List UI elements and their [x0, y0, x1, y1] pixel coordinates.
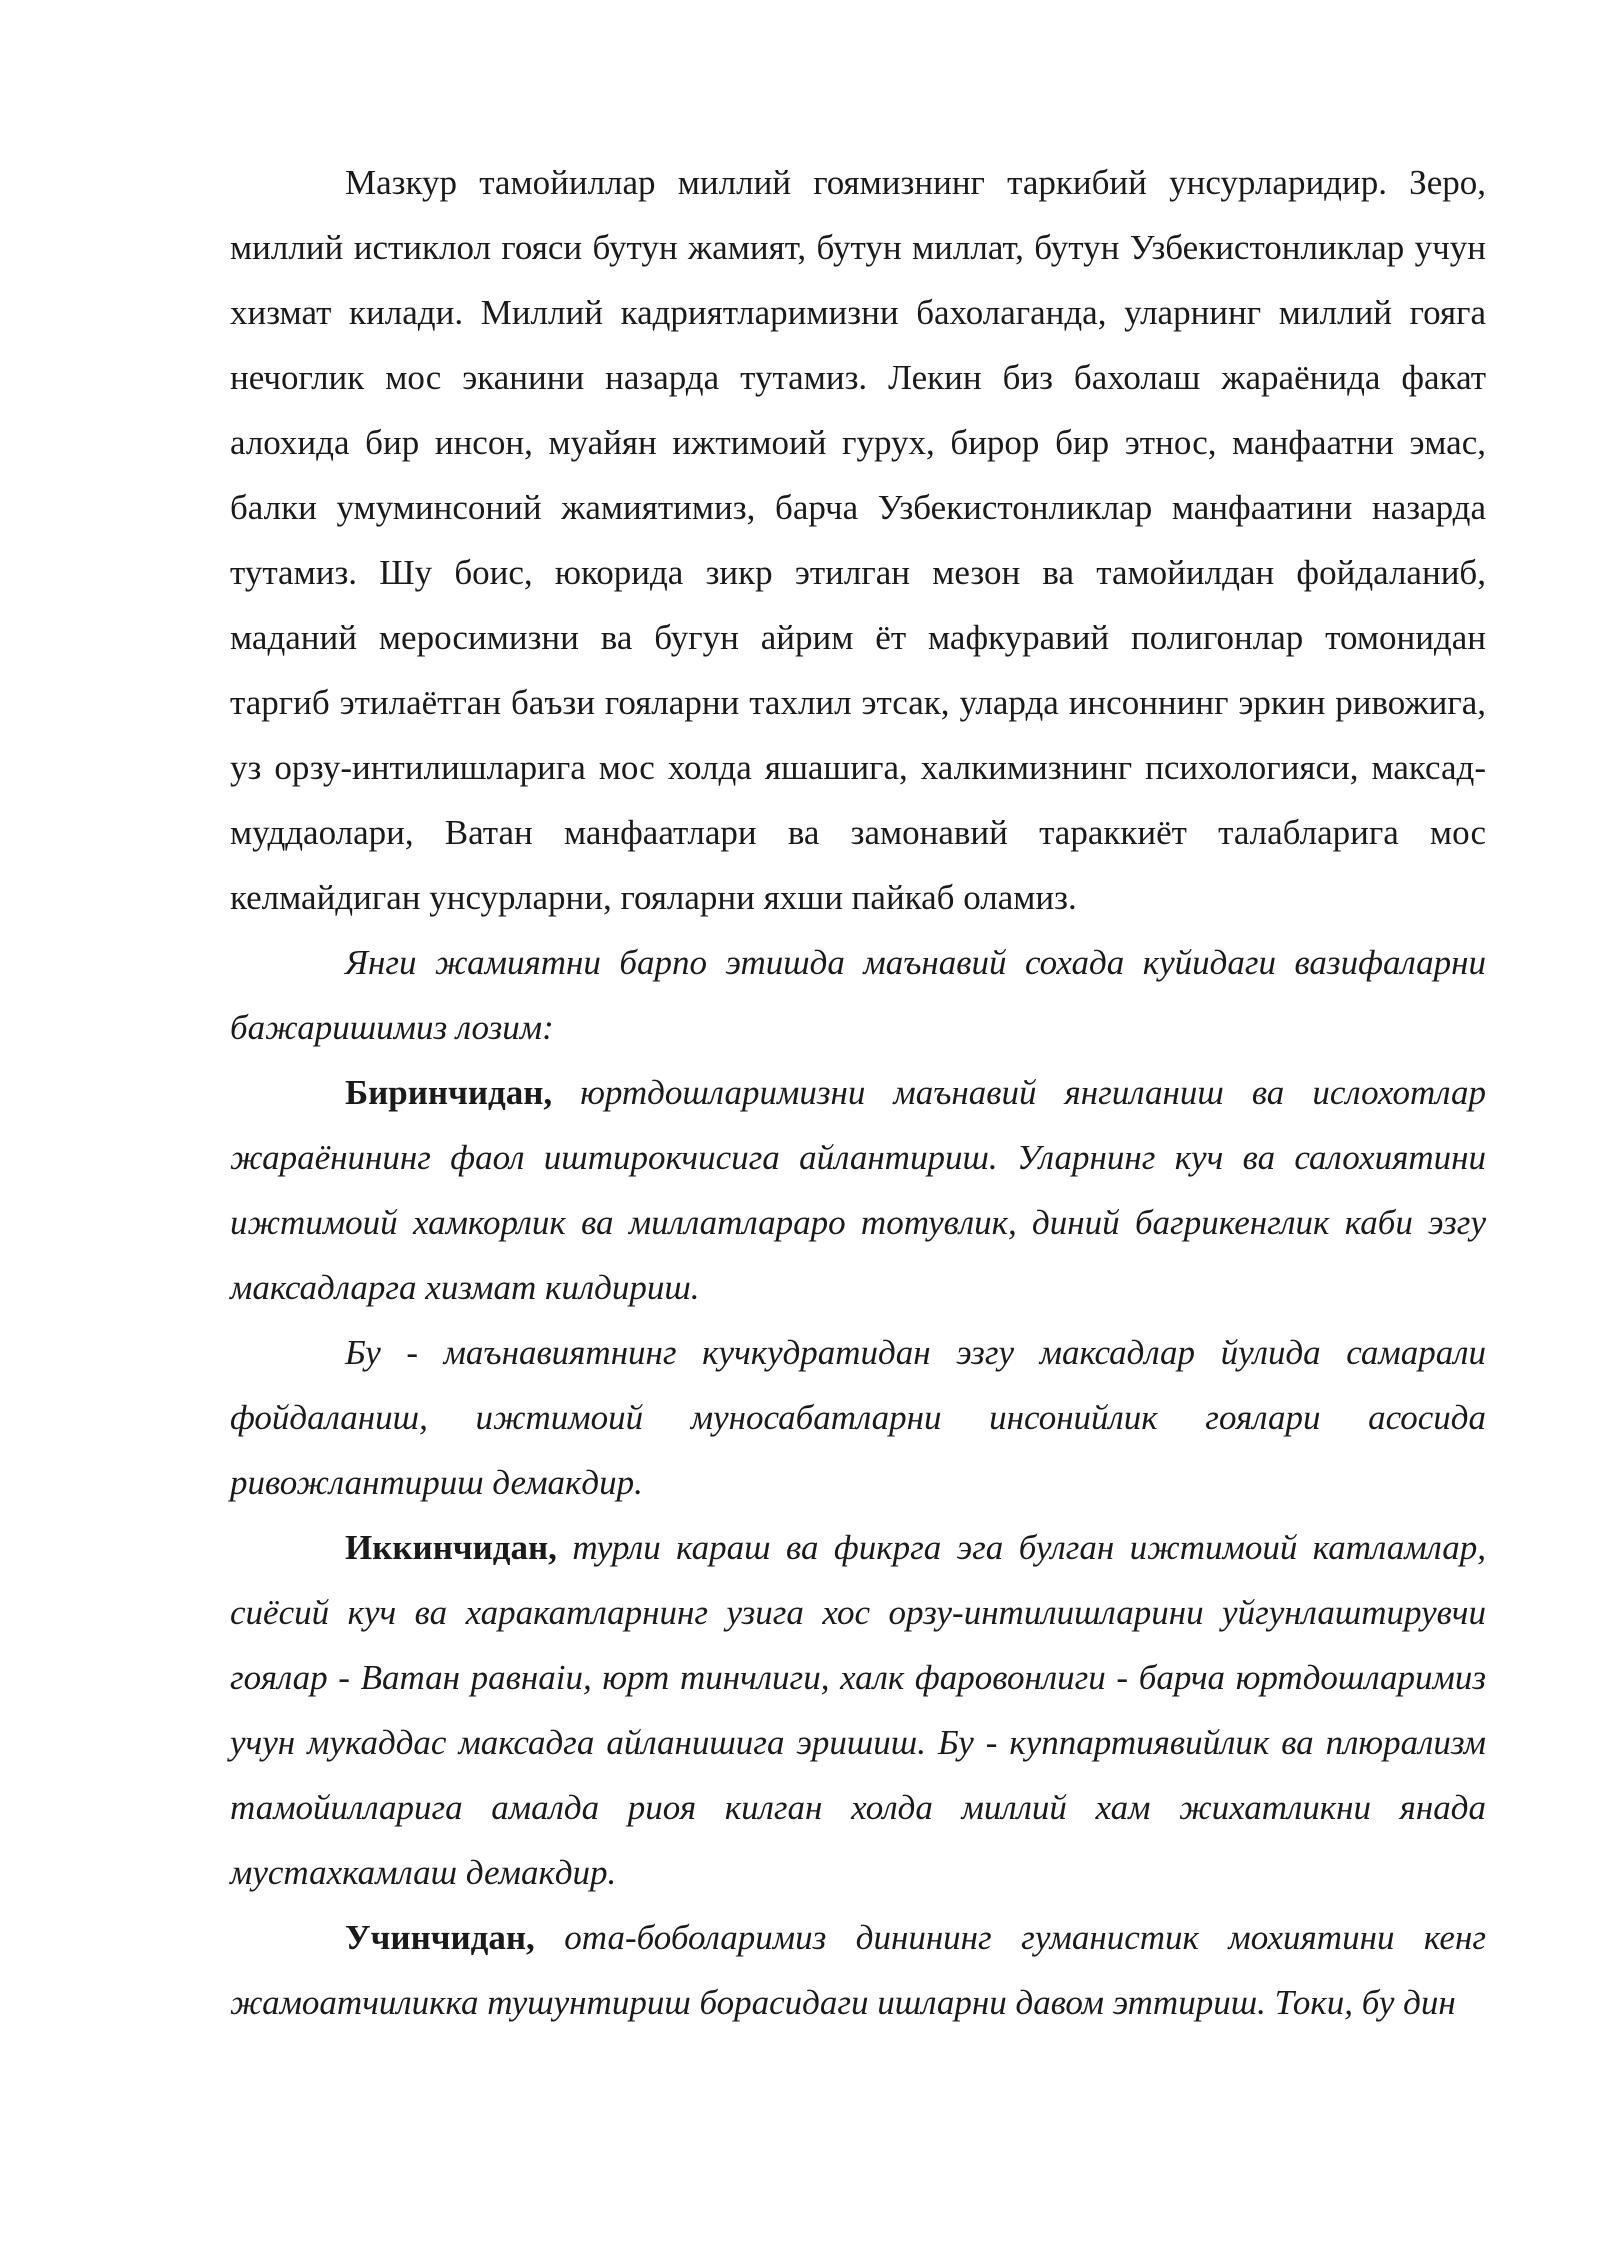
paragraph-text: юртдошларимизни маънавий янгиланиш ва ислохотлар жараёнининг фаол иштирокчисига айлантириш. Уларнинг куч ва салохиятини ижтимоий хамкорлик ва миллатлараро тотувлик, диний багрикенглик каби эзгу максадларга хизмат килдириш. [230, 1073, 1486, 1307]
paragraph-third-task [230, 1905, 1486, 2035]
paragraph-first-task-explanation [230, 1320, 1486, 1515]
paragraph-text: турли караш ва фикрга эга булган ижтимоий катламлар, сиёсий куч ва харакатларнинг узига хос орзу-интилишларини уйгунлаштирувчи гоялар - Ватан равнаiи, юрт тинчлиги, халк фаровонлиги - барча юртдошларимиз учун мукаддас максадга айланишига эришиш. Бу - куппартиявийлик ва плюрализм тамойилларига амалда риоя килган холда миллий хам жихатликни янада мустахкамлаш демакдир. [230, 1528, 1486, 1892]
paragraph-tasks-intro [230, 930, 1486, 1060]
paragraph-text: Янги жамиятни барпо этишда маънавий сохада куйидаги вазифаларни бажаришимиз лозим: [230, 943, 1486, 1047]
paragraph-lead: Иккинчидан, [345, 1528, 557, 1567]
paragraph-lead: Биринчидан, [345, 1073, 553, 1112]
paragraph-first-task [230, 1060, 1486, 1320]
paragraph-text: Бу - маънавиятнинг кучкудратидан эзгу максадлар йулида самарали фойдаланиш, ижтимоий муносабатларни инсонийлик гоялари асосида ривожлантириш демакдир. [230, 1333, 1486, 1502]
paragraph-principles [230, 150, 1486, 930]
paragraph-text: Мазкур тамойиллар миллий гоямизнинг таркибий унсурларидир. Зеро, миллий истиклол гояси бутун жамият, бутун миллат, бутун Узбекистонликлар учун хизмат килади. Миллий кадриятларимизни бахолаганда, уларнинг миллий гояга нечоглик мос эканини назарда тутамиз. Лекин биз бахолаш жараёнида факат алохида бир инсон, муайян ижтимоий гурух, бирор бир этнос, манфаатни эмас, балки умуминсоний жамиятимиз, барча Узбекистонликлар манфаатини назарда тутамиз. Шу боис, юкорида зикр этилган мезон ва тамойилдан фойдаланиб, маданий меросимизни ва бугун айрим ёт мафкуравий полигонлар томонидан таргиб этилаётган баъзи гояларни тахлил этсак, уларда инсоннинг эркин ривожига, уз орзу-интилишларига мос холда яшашига, халкимизнинг психологияси, максад-муддаолари, Ватан манфаатлари ва замонавий тараккиёт талабларига мос келмайдиган унсурларни, гояларни яхши пайкаб оламиз. [230, 163, 1486, 917]
paragraph-text: ота-боболаримиз динининг гуманистик мохиятини кенг жамоатчиликка тушунтириш борасидаги ишларни давом эттириш. Токи, бу дин [230, 1918, 1486, 2022]
document-page [230, 150, 1486, 2035]
paragraph-lead: Учинчидан, [345, 1918, 535, 1957]
paragraph-second-task [230, 1515, 1486, 1905]
